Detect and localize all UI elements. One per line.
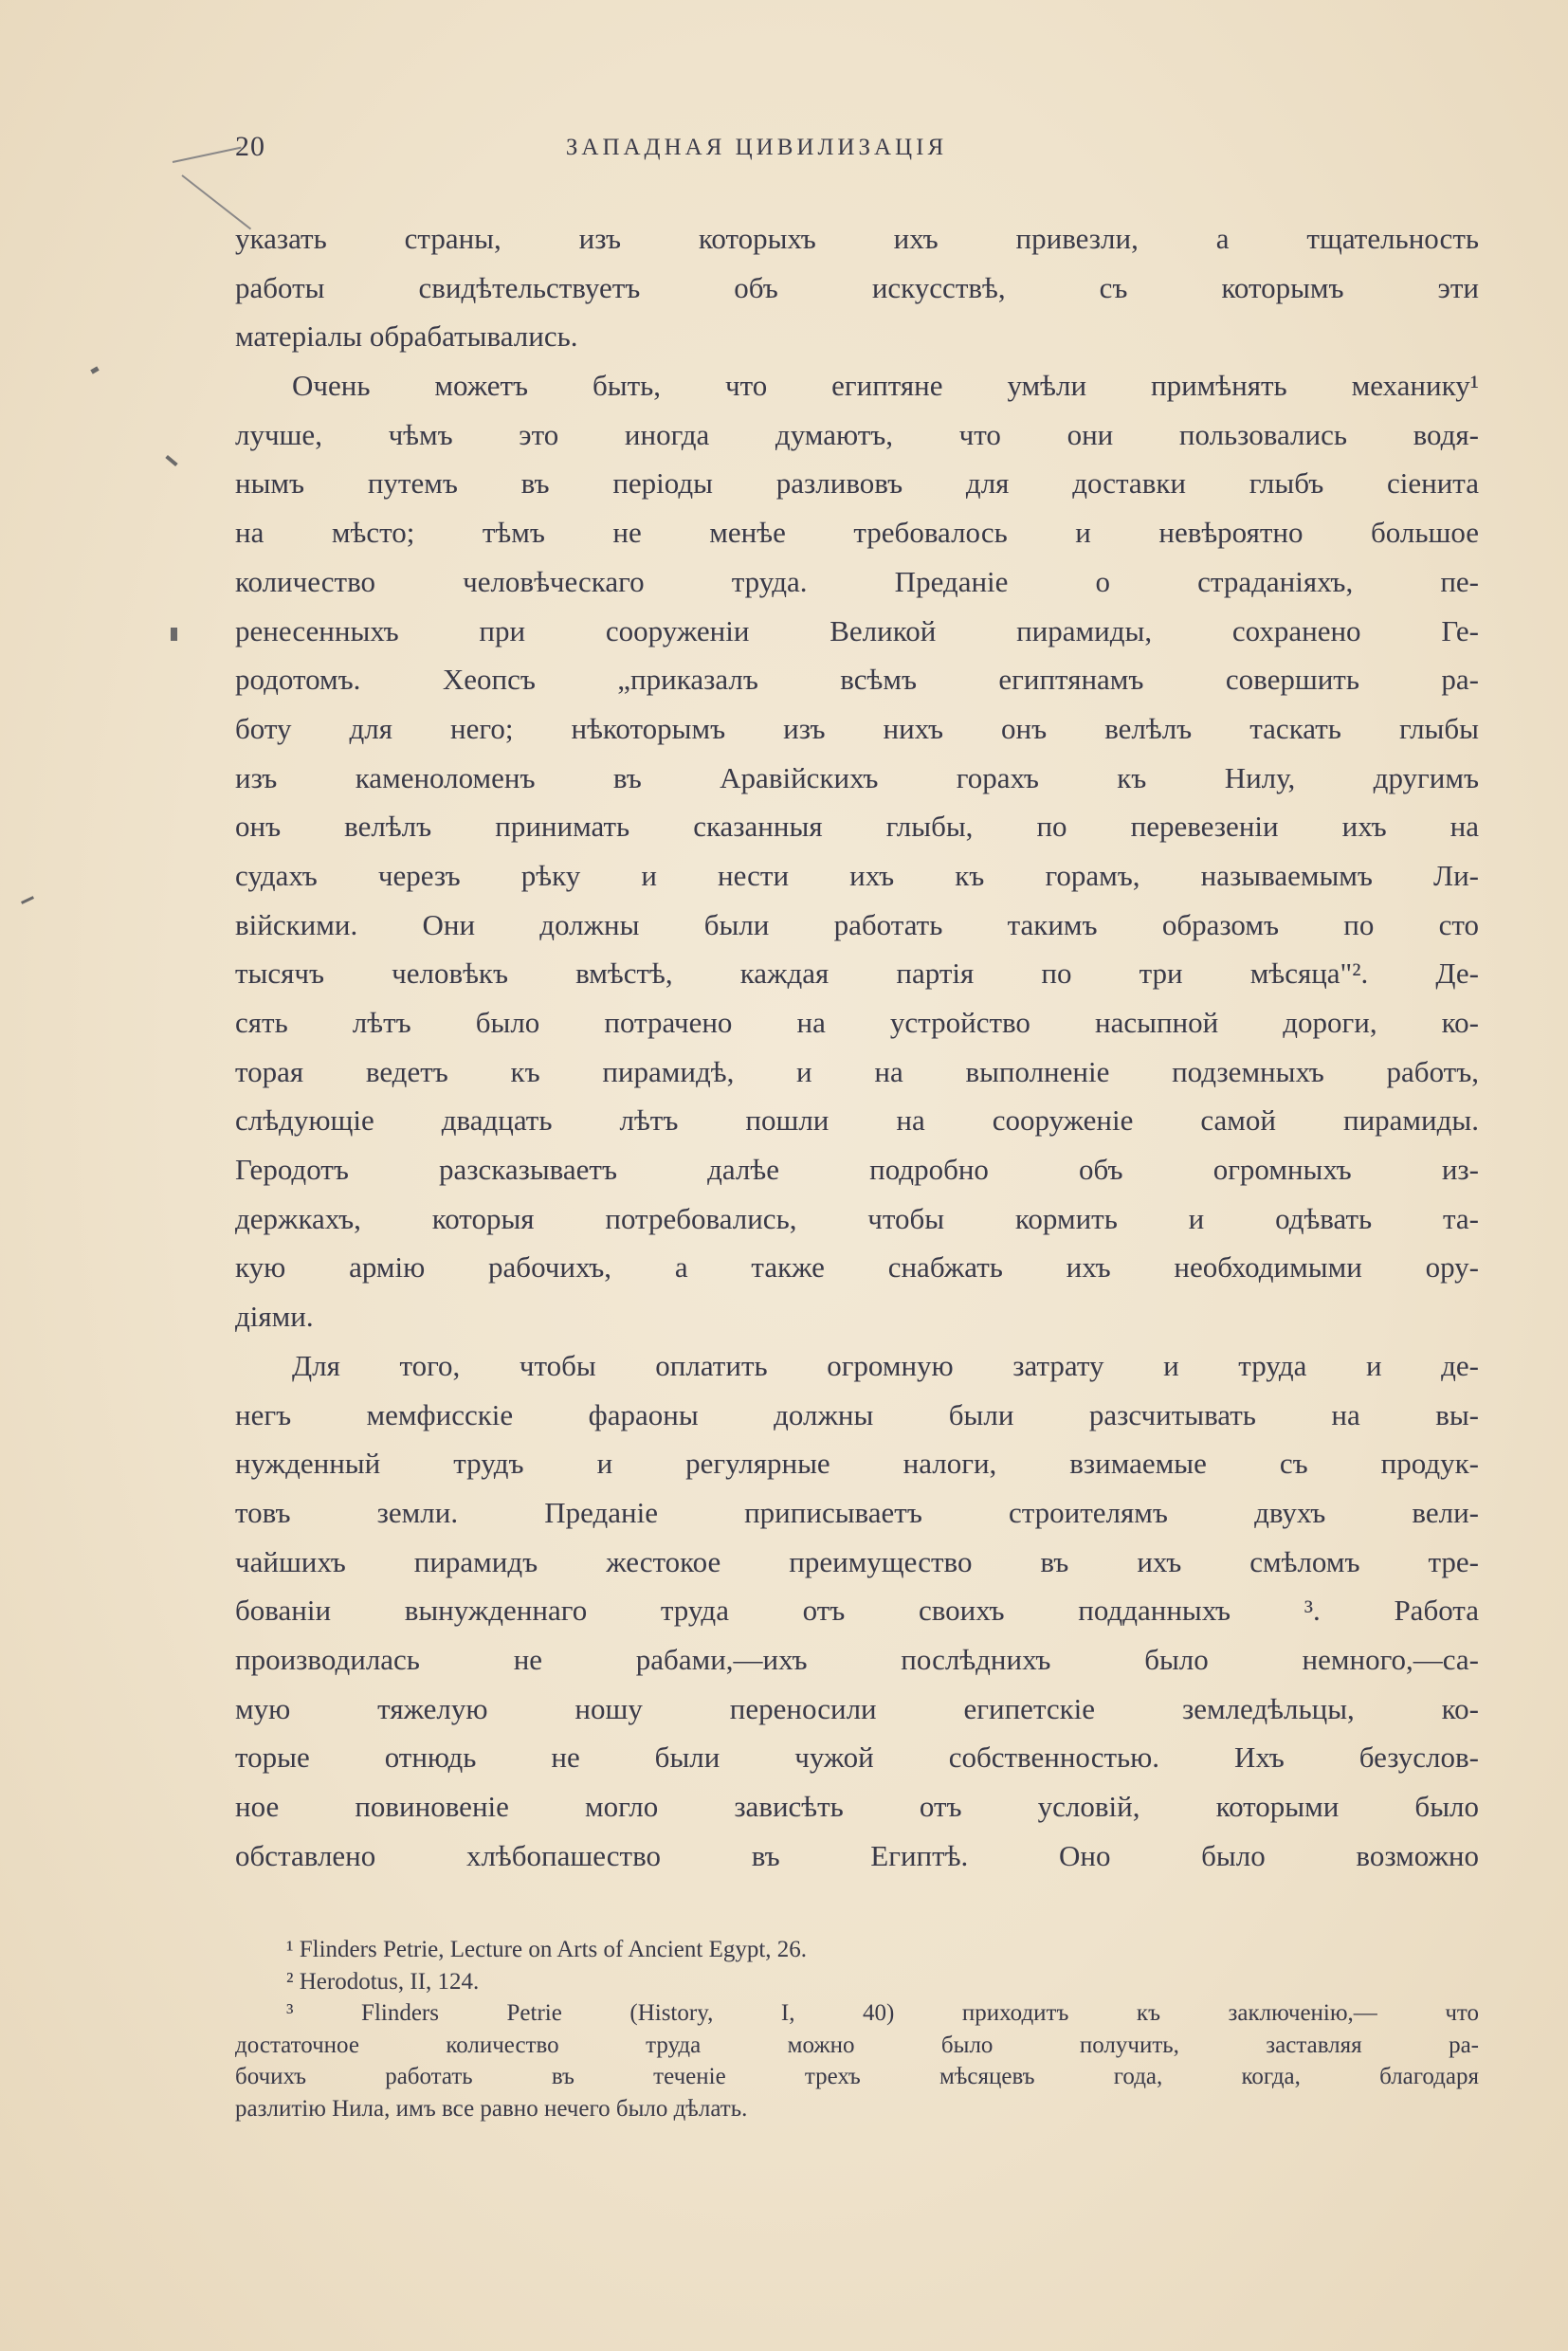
text-line: изъ каменоломенъ въ Аравійскихъ горахъ къ Нилу, другимъ — [235, 760, 1479, 794]
text-line: бованіи вынужденнаго труда отъ своихъ подданныхъ ³. Работа — [235, 1594, 1479, 1628]
text-line: лучше, чѣмъ это иногда думаютъ, что они пользовались водя- — [235, 417, 1479, 451]
running-title: ЗАПАДНАЯ ЦИВИЛИЗАЦІЯ — [565, 135, 948, 160]
text-line: количество человѣческаго труда. Преданіе о страданіяхъ, пе- — [235, 564, 1479, 598]
text-line: чайшихъ пирамидъ жестокое преимущество въ ихъ смѣломъ тре- — [235, 1544, 1479, 1578]
footnote-3-line: достаточное количество труда можно было получить, заставляя ра- — [235, 2032, 1479, 2058]
text-line: нужденный трудъ и регулярные налоги, взимаемые съ продук- — [235, 1447, 1479, 1481]
page-header — [235, 131, 1479, 169]
body-text — [235, 214, 1479, 1880]
page-number: 20 — [235, 131, 265, 162]
text-line: онъ велѣлъ принимать сказанныя глыбы, по перевезеніи ихъ на — [235, 810, 1479, 844]
margin-speck — [90, 366, 99, 374]
text-line: родотомъ. Хеопсъ „приказалъ всѣмъ египтянамъ совершить ра- — [235, 663, 1479, 697]
text-line: кую армію рабочихъ, а также снабжать ихъ необходимыми ору- — [235, 1250, 1479, 1285]
text-line: ное повиновеніе могло зависѣть отъ условій, которыми было — [235, 1790, 1479, 1823]
footnote-3-line: разлитію Нила, имъ все равно нечего было дѣлать. — [235, 2095, 748, 2122]
paragraph-start: Для того, чтобы оплатить огромную затрату и труда и де- — [292, 1348, 1479, 1382]
text-line: держкахъ, которыя потребовались, чтобы кормить и одѣвать та- — [235, 1201, 1479, 1235]
text-line: торые отнюдь не были чужой собственностью. Ихъ безуслов- — [235, 1740, 1479, 1775]
margin-speck — [21, 896, 34, 904]
text-line: негъ мемфисскіе фараоны должны были разсчитывать на вы- — [235, 1397, 1479, 1431]
text-line: матеріалы обрабатывались. — [235, 319, 578, 354]
footnote-2: ² Herodotus, II, 124. — [286, 1968, 480, 1995]
text-line: сять лѣтъ было потрачено на устройство насыпной дороги, ко- — [235, 1006, 1479, 1039]
text-line: нымъ путемъ въ періоды разливовъ для доставки глыбъ сіенита — [235, 466, 1479, 501]
text-line: війскими. Они должны были работать такимъ образомъ по сто — [235, 907, 1479, 941]
pencil-stroke — [173, 147, 242, 163]
margin-speck — [171, 628, 177, 641]
text-line: мую тяжелую ношу переносили египетскіе земледѣльцы, ко- — [235, 1691, 1479, 1725]
text-line: обставлено хлѣбопашество въ Египтѣ. Оно было возможно — [235, 1838, 1479, 1872]
text-line: указать страны, изъ которыхъ ихъ привезли, а тщательность — [235, 222, 1479, 255]
footnote-3-line: бочихъ работать въ теченіе трехъ мѣсяцевъ года, когда, благодаря — [235, 2064, 1479, 2089]
text-line: Геродотъ разсказываетъ далѣе подробно объ огромныхъ из- — [235, 1153, 1479, 1187]
text-line: діями. — [235, 1300, 314, 1334]
text-line: боту для него; нѣкоторымъ изъ нихъ онъ велѣлъ таскать глыбы — [235, 711, 1479, 745]
footnote-1: ¹ Flinders Petrie, Lecture on Arts of Ancient Egypt, 26. — [286, 1937, 808, 1962]
text-line: товъ земли. Преданіе приписываетъ строителямъ двухъ вели- — [235, 1495, 1479, 1529]
text-line: тысячъ человѣкъ вмѣстѣ, каждая партія по три мѣсяца"². Де- — [235, 957, 1479, 991]
text-line: производилась не рабами,—ихъ послѣднихъ было немного,—са- — [235, 1642, 1479, 1676]
text-line: ренесенныхъ при сооруженіи Великой пирамиды, сохранено Ге- — [235, 613, 1479, 647]
text-line: торая ведетъ къ пирамидѣ, и на выполненіе подземныхъ работъ, — [235, 1054, 1479, 1088]
paragraph-start: Очень можетъ быть, что египтяне умѣли примѣнять механику¹ — [292, 369, 1479, 403]
text-line: слѣдующіе двадцать лѣтъ пошли на сооруженіе самой пирамиды. — [235, 1103, 1479, 1138]
text-line: работы свидѣтельствуетъ объ искусствѣ, съ которымъ эти — [235, 270, 1479, 304]
footnotes — [235, 1934, 1479, 2124]
text-line: на мѣсто; тѣмъ не менѣе требовалось и невѣроятно большое — [235, 516, 1479, 550]
margin-speck — [165, 455, 177, 466]
text-line: судахъ черезъ рѣку и нести ихъ къ горамъ, называемымъ Ли- — [235, 858, 1479, 892]
footnote-3: ³ Flinders Petrie (History, I, 40) приходитъ къ заключенію,— что — [286, 2000, 1479, 2026]
pencil-stroke — [181, 174, 251, 229]
